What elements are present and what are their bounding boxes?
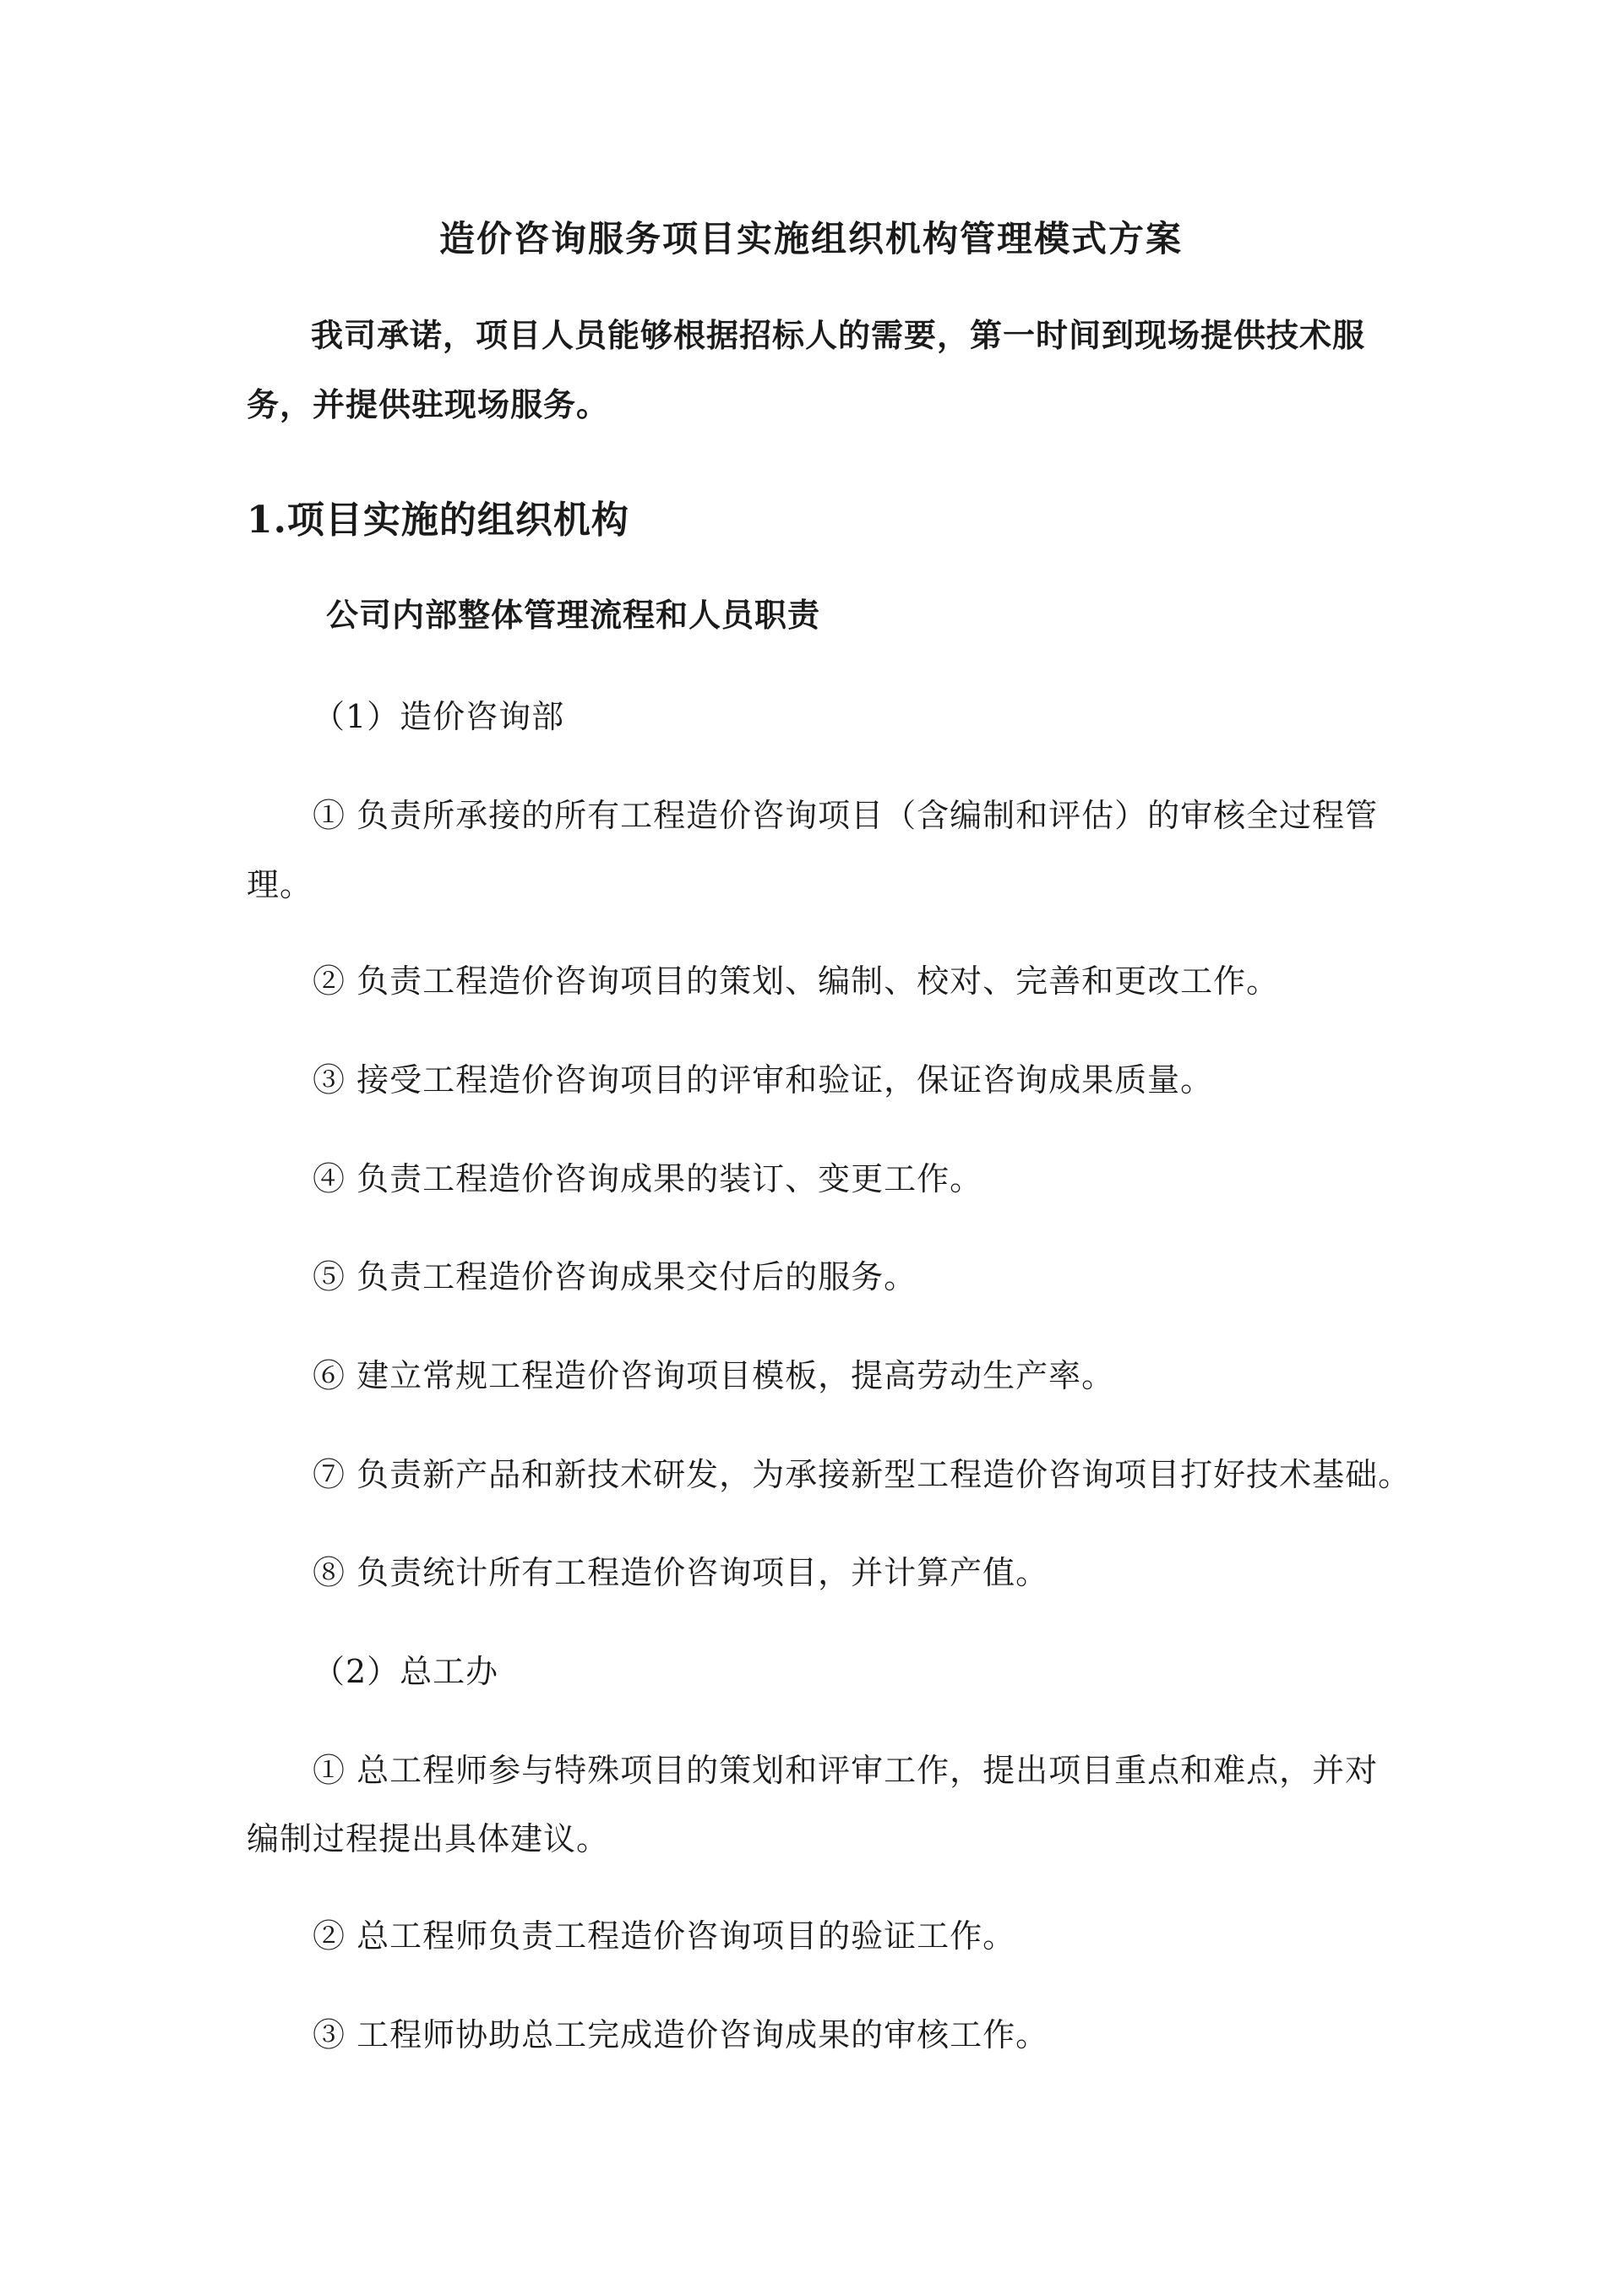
intro-line-2: 务，并提供驻现场服务。 — [247, 385, 610, 423]
dept2-item-1-line-2: 编制过程提出具体建议。 — [247, 1820, 610, 1857]
dept2-item-2: ② 总工程师负责工程造价咨询项目的验证工作。 — [313, 1917, 1016, 1955]
dept2-item-1-line-1: ① 总工程师参与特殊项目的策划和评审工作，提出项目重点和难点，并对 — [313, 1752, 1379, 1789]
dept1-item-6: ⑥ 建立常规工程造价咨询项目模板，提高劳动生产率。 — [313, 1357, 1115, 1394]
section-subheading: 公司内部整体管理流程和人员职责 — [326, 596, 821, 634]
dept1-item-1-line-2: 理。 — [247, 866, 313, 903]
dept2-item-3: ③ 工程师协助总工完成造价咨询成果的审核工作。 — [313, 2016, 1049, 2053]
dept2-heading: （2）总工办 — [313, 1653, 499, 1690]
dept1-item-5: ⑤ 负责工程造价咨询成果交付后的服务。 — [313, 1258, 917, 1295]
dept1-heading: （1）造价咨询部 — [313, 698, 565, 735]
dept1-item-2: ② 负责工程造价咨询项目的策划、编制、校对、完善和更改工作。 — [313, 963, 1280, 1000]
intro-line-1: 我司承诺，项目人员能够根据招标人的需要，第一时间到现场提供技术服 — [311, 316, 1366, 354]
section-heading: 1.项目实施的组织机构 — [247, 499, 629, 542]
dept1-item-4: ④ 负责工程造价咨询成果的装订、变更工作。 — [313, 1160, 983, 1197]
dept1-item-1-line-1: ① 负责所承接的所有工程造价咨询项目（含编制和评估）的审核全过程管 — [313, 797, 1379, 834]
dept1-item-8: ⑧ 负责统计所有工程造价咨询项目，并计算产值。 — [313, 1554, 1049, 1591]
dept1-item-7: ⑦ 负责新产品和新技术研发，为承接新型工程造价咨询项目打好技术基础。 — [313, 1456, 1412, 1493]
document-title: 造价咨询服务项目实施组织机构管理模式方案 — [438, 218, 1183, 259]
dept1-item-3: ③ 接受工程造价咨询项目的评审和验证，保证咨询成果质量。 — [313, 1061, 1214, 1099]
